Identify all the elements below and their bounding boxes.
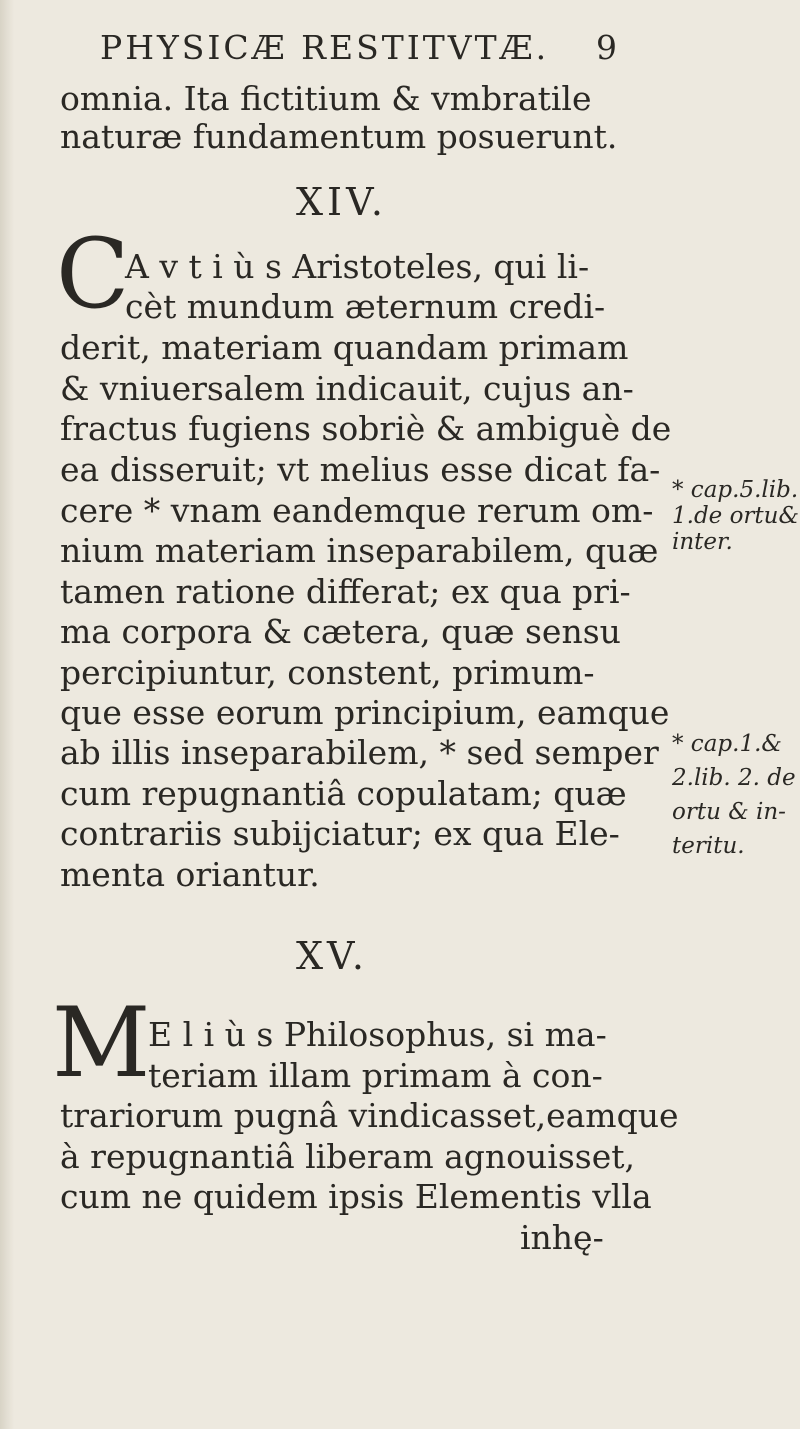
- text-line: & vniuersalem indicauit, cujus an-: [60, 369, 634, 408]
- margin-note: inter.: [672, 529, 733, 555]
- page-header: [100, 28, 620, 72]
- text-line: cum repugnantiâ copulatam; quæ: [60, 774, 627, 813]
- text-line: à repugnantiâ liberam agnouisset,: [60, 1137, 636, 1176]
- section-number-xiv: XIV.: [296, 180, 387, 224]
- text-line: trariorum pugnâ vindicasset,eamque: [60, 1096, 679, 1135]
- text-line: A v t i ù s Aristoteles, qui li-: [125, 247, 590, 286]
- catchword: inhę-: [520, 1218, 604, 1257]
- text-line: percipiuntur, constent, primum-: [60, 653, 595, 692]
- text-line: fractus fugiens sobriè & ambiguè de: [60, 409, 672, 448]
- margin-note: 2.lib. 2. de: [672, 765, 796, 791]
- drop-cap-c: C: [56, 218, 130, 330]
- margin-note: ortu & in-: [672, 799, 786, 825]
- text-line: que esse eorum principium, eamque: [60, 693, 670, 732]
- margin-note: 1.de ortu&: [672, 503, 799, 529]
- text-line: cere * vnam eandemque rerum om-: [60, 491, 654, 530]
- margin-note: * cap.5.lib.: [672, 477, 799, 503]
- margin-note: * cap.1.&: [672, 731, 782, 757]
- text-line: naturæ fundamentum posuerunt.: [60, 117, 618, 156]
- text-line: cum ne quidem ipsis Elementis vlla: [60, 1177, 652, 1216]
- text-line: tamen ratione differat; ex qua pri-: [60, 572, 631, 611]
- page-number: 9: [596, 28, 620, 67]
- running-title: PHYSICÆ RESTITVTÆ.: [100, 28, 550, 67]
- text-line: menta oriantur.: [60, 855, 320, 894]
- text-line: ma corpora & cætera, quæ sensu: [60, 612, 621, 651]
- text-line: ea disseruit; vt melius esse dicat fa-: [60, 450, 661, 489]
- drop-cap-m: M: [52, 987, 151, 1099]
- text-line: ab illis inseparabilem, * sed semper: [60, 733, 659, 772]
- text-line: E l i ù s Philosophus, si ma-: [148, 1015, 607, 1054]
- section-number-xv: XV.: [296, 934, 368, 978]
- text-line: contrariis subijciatur; ex qua Ele-: [60, 814, 620, 853]
- margin-note: teritu.: [672, 833, 745, 859]
- text-line: teriam illam primam à con-: [148, 1056, 603, 1095]
- text-line: omnia. Ita fictitium & vmbratile: [60, 79, 592, 118]
- text-line: cèt mundum æternum credi-: [125, 287, 606, 326]
- page-gutter-shadow: [0, 0, 14, 1429]
- text-line: derit, materiam quandam primam: [60, 328, 629, 367]
- text-line: nium materiam inseparabilem, quæ: [60, 531, 659, 570]
